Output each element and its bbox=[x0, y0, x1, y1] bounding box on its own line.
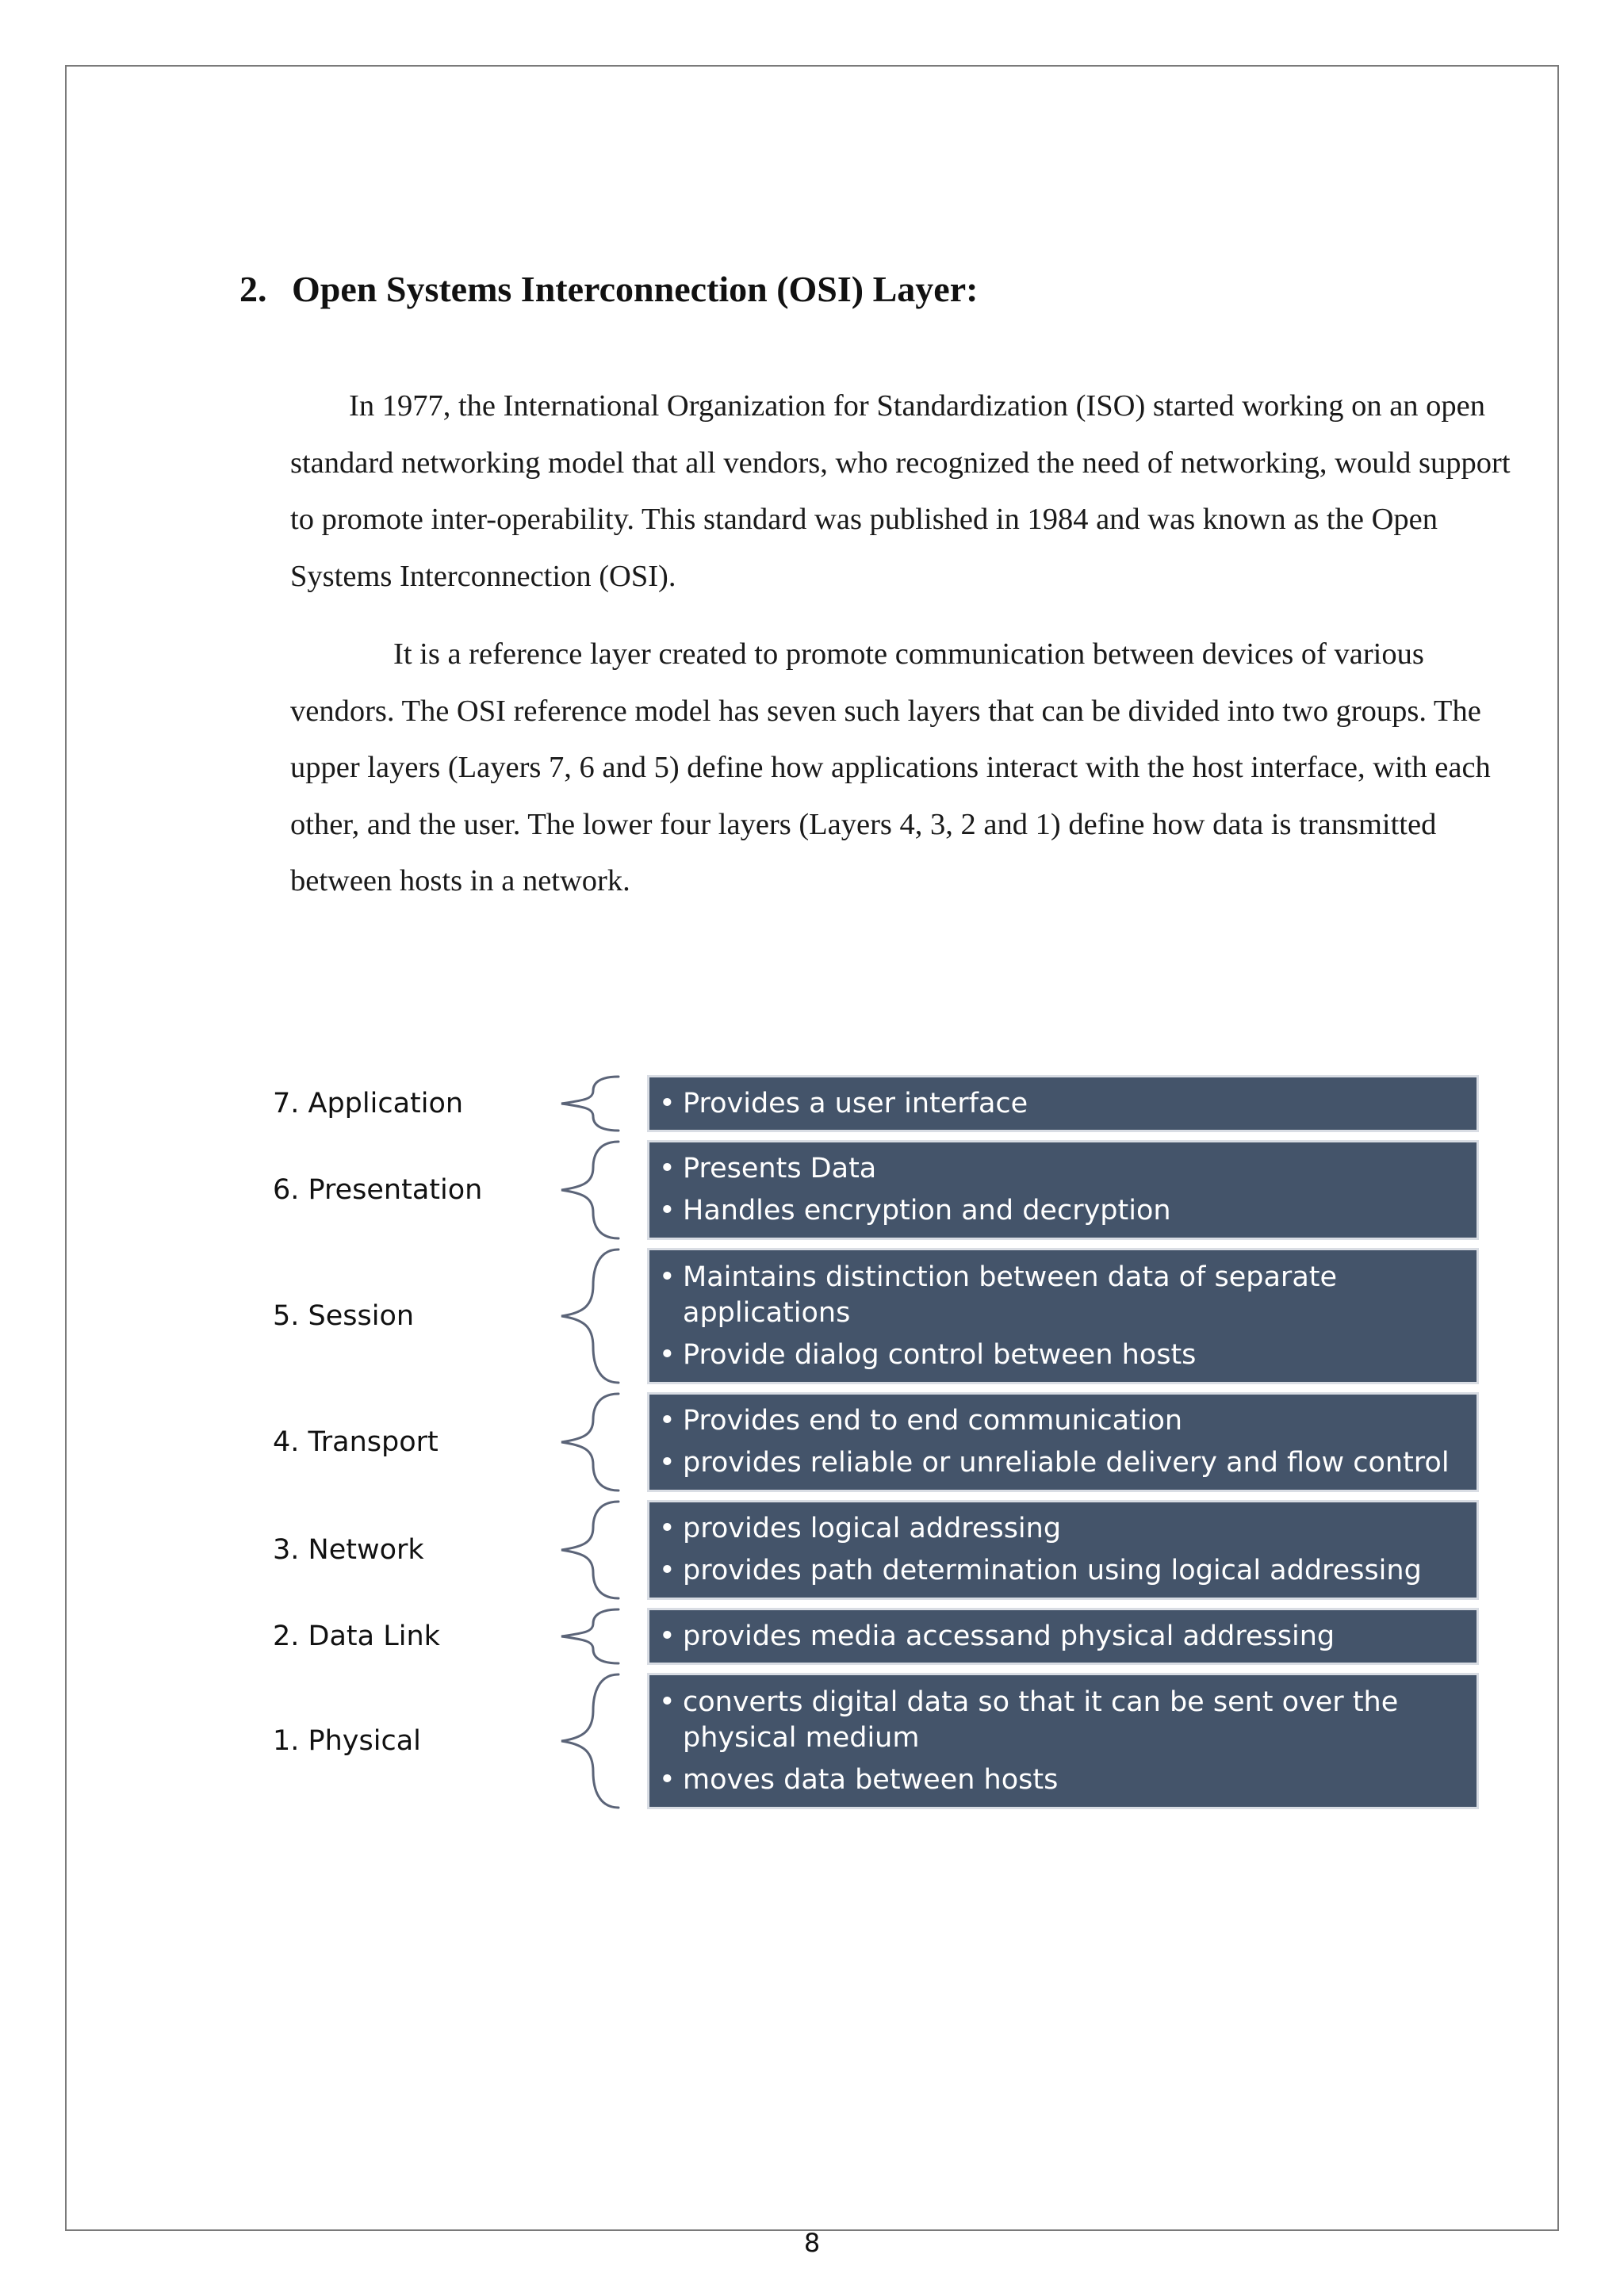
layer-bullet-list bbox=[659, 1151, 1467, 1229]
bullet-icon: • bbox=[659, 1087, 676, 1119]
brace-data-link bbox=[555, 1608, 626, 1665]
layer-bullet-item bbox=[659, 1762, 1467, 1798]
layer-bullet-item bbox=[659, 1619, 1467, 1655]
layer-bullet-item bbox=[659, 1260, 1467, 1331]
layer-bullet-item bbox=[659, 1086, 1467, 1122]
layer-bullet-item bbox=[659, 1553, 1467, 1589]
bullet-icon: • bbox=[659, 1513, 676, 1544]
brace-session bbox=[555, 1248, 626, 1384]
layer-box-transport bbox=[647, 1392, 1479, 1492]
layer-bullet-item bbox=[659, 1337, 1467, 1373]
layer-box-physical bbox=[647, 1673, 1479, 1809]
brace-presentation bbox=[555, 1140, 626, 1240]
section-heading bbox=[239, 268, 978, 310]
bullet-text: provides reliable or unreliable delivery and flow control bbox=[683, 1447, 1450, 1479]
page-number: 8 bbox=[803, 2228, 821, 2258]
layer-bullet-item bbox=[659, 1445, 1467, 1481]
layer-box-session bbox=[647, 1248, 1479, 1384]
bullet-text: Presents Data bbox=[683, 1153, 877, 1184]
bullet-icon: • bbox=[659, 1763, 676, 1796]
layer-box-data-link bbox=[647, 1608, 1479, 1665]
bullet-icon: • bbox=[659, 1195, 676, 1226]
bullet-text: provides logical addressing bbox=[683, 1513, 1062, 1544]
layer-label-application: 7. Application bbox=[273, 1088, 464, 1119]
layer-label-data-link: 2. Data Link bbox=[273, 1621, 440, 1652]
bullet-icon: • bbox=[659, 1153, 676, 1184]
brace-physical bbox=[555, 1673, 626, 1809]
layer-bullet-list bbox=[659, 1086, 1467, 1122]
layer-box-application bbox=[647, 1075, 1479, 1132]
brace-transport bbox=[555, 1392, 626, 1492]
layer-label-session: 5. Session bbox=[273, 1300, 415, 1332]
bullet-text: Handles encryption and decryption bbox=[683, 1195, 1171, 1226]
paragraph-1: In 1977, the International Organization for Standardization (ISO) started working on an open standard networking model that all vendors, who recognized the need of networking, would support to promote inter-operability. This standard was published in 1984 and was known as the Open Systems Interconnection (OSI). bbox=[290, 389, 1511, 593]
bullet-text: Maintains distinction between data of separate applications bbox=[683, 1261, 1338, 1329]
bullet-text: converts digital data so that it can be sent over the physical medium bbox=[683, 1686, 1399, 1754]
layer-bullet-item bbox=[659, 1151, 1467, 1187]
layer-label-network: 3. Network bbox=[273, 1534, 424, 1566]
layer-bullet-item bbox=[659, 1511, 1467, 1547]
bullet-text: Provide dialog control between hosts bbox=[683, 1338, 1197, 1371]
paragraph-2: It is a reference layer created to promote communication between devices of various vendors. The OSI reference model has seven such layers that can be divided into two groups. The upper layers (Layers 7, 6 and 5) define how applications interact with the host interface, with each other, and the user. The lower four layers (Layers 4, 3, 2 and 1) define how data is transmitted between hosts in a network. bbox=[290, 637, 1491, 897]
layer-bullet-item bbox=[659, 1193, 1467, 1229]
bullet-text: moves data between hosts bbox=[683, 1763, 1059, 1796]
layer-bullet-list bbox=[659, 1685, 1467, 1798]
layer-label-transport: 4. Transport bbox=[273, 1426, 439, 1458]
bullet-icon: • bbox=[659, 1555, 676, 1586]
bullet-icon: • bbox=[659, 1620, 676, 1652]
bullet-text: provides path determination using logical addressing bbox=[683, 1555, 1422, 1586]
layer-bullet-item bbox=[659, 1685, 1467, 1756]
bullet-icon: • bbox=[659, 1338, 676, 1371]
section-title: Open Systems Interconnection (OSI) Layer: bbox=[292, 269, 979, 309]
brace-application bbox=[555, 1075, 626, 1132]
bullet-icon: • bbox=[659, 1447, 676, 1479]
layer-bullet-list bbox=[659, 1403, 1467, 1481]
layer-bullet-item bbox=[659, 1403, 1467, 1439]
section-number: 2. bbox=[239, 269, 267, 309]
layer-bullet-list bbox=[659, 1260, 1467, 1373]
bullet-icon: • bbox=[659, 1261, 676, 1293]
layer-bullet-list bbox=[659, 1619, 1467, 1655]
bullet-text: provides media accessand physical addressing bbox=[683, 1620, 1335, 1652]
bullet-text: Provides a user interface bbox=[683, 1087, 1028, 1119]
bullet-text: Provides end to end communication bbox=[683, 1405, 1183, 1437]
bullet-icon: • bbox=[659, 1686, 676, 1718]
bullet-icon: • bbox=[659, 1405, 676, 1437]
layer-label-physical: 1. Physical bbox=[273, 1725, 421, 1757]
layer-box-presentation bbox=[647, 1140, 1479, 1240]
layer-label-presentation: 6. Presentation bbox=[273, 1174, 483, 1206]
layer-box-network bbox=[647, 1500, 1479, 1600]
brace-network bbox=[555, 1500, 626, 1600]
layer-bullet-list bbox=[659, 1511, 1467, 1589]
